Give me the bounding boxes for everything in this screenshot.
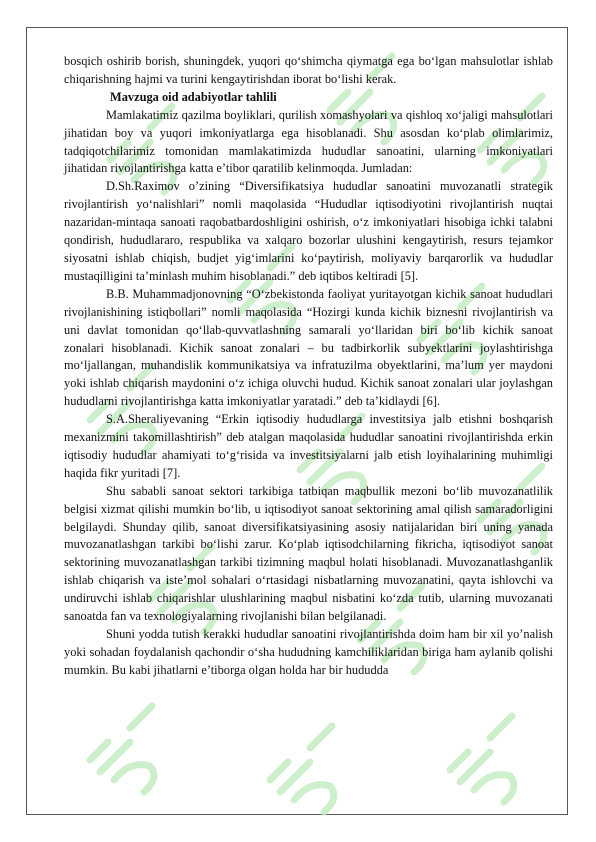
paragraph-1: Mamlakatimiz qazilma boyliklari, qurilish xomashyolari va qishloq xo‘jaligi mahsulotlari jihatidan boy va yuqori imkoniyatlarga ega hisoblanadi. Shu asosdan ko‘plab olimlarimiz, tadqiqotchilarimiz tomonidan mamlakatimizda hududlar sanoatini, ularning imkoniyatlari jihatidan rivojlantirishga katta e’tibor qaratilib kelinmoqda. Jumladan: <box>64 107 553 176</box>
paragraph-5: Shu sababli sanoat sektori tarkibiga tatbiqan maqbullik mezoni bo‘lib muvozanatlilik belgisi xizmat qilishi mumkin bo‘lib, u iqtisodiyot sanoat sektorining amal qilish samaradorligini belgilaydi. Shunday qilib, sanoat diversifikatsiyasining asosiy natijalaridan biri uning yanada muvozanatlashgan tarkibi bo‘lishi zarur. Ko‘plab iqtisodchilarning fikricha, iqtisodiyot sanoat sektorining muvozanatlashgan tarkibi tizimning maqbul holati hisoblanadi. Muvozanatlashganlik ishlab chiqarish va iste’mol sohalari o‘rtasidagi nisbatlarning muvozanatini, qayta ishlovchi va undiruvchi ishlab chiqarishlar ulushlarining maqbul nisbatini ko‘zda tutib, ularning muvozanati sanoatda fan va texnologiyalarning rivojlanishi bilan belgilanadi. <box>64 483 553 624</box>
paragraph-4: S.A.Sheraliyevaning “Erkin iqtisodiy hududlarga investitsiya jalb etishni boshqarish mexanizmini takomillashtirish” deb atalgan maqolasida hududlar sanoatini rivojlantirishda erkin iqtisodiy hududlar ahamiyati to‘g‘risida va investitsiyalarni jalb etish loyihalarining muhimligi haqida fikr yuritadi [7]. <box>64 412 553 480</box>
paragraph-3: B.B. Muhammadjonovning “O‘zbekistonda faoliyat yuritayotgan kichik sanoat hududlari rivojlanishining istiqbollari” nomli maqolasida “Hozirgi kunda kichik biznesni rivojlantirish va uni davlat tomonidan qo‘llab-quvvatlashning samarali yo‘llaridan biri bo‘lib kichik sanoat zonalari hisoblanadi. Kichik sanoat zonalari – bu tadbirkorlik subyektlarini joylashtirishga mo‘ljallangan, muhandislik kommunikatsiya va infratuzilma obyektlarini, ma’lum yer maydoni yoki ishlab chiqarish maydonini o‘z ichiga oluvchi hudud. Kichik sanoat zonalari ular joylashgan hududlarni rivojlantirishga katta imkoniyatlar yaratadi.” deb ta’kidlaydi [6]. <box>64 286 553 409</box>
section-heading: Mavzuga oid adabiyotlar tahlili <box>110 89 277 104</box>
paragraph-intro: bosqich oshirib borish, shuningdek, yuqori qo‘shimcha qiymatga ega bo‘lgan mahsulotlar ishlab chiqarishning hajmi va turini kengaytirishdan iborat bo‘lishi kerak. <box>64 54 553 86</box>
paragraph-2: D.Sh.Raximov o’zining “Diversifikatsiya hududlar sanoatini muvozanatli strategik rivojlantirish yo‘nalishlari” nomli maqolasida “Hududlar iqtisodiyotini rivojlantirish nuqtai nazaridan-mintaqa sanoati raqobatbardoshligini oshirish, o‘z imkoniyatlari hisobiga ichki talabni qondirish, hududlararo, respublika va xalqaro bozorlar ulushini kengaytirish, resurs tejamkor siyosatni ishlab chiqish, budjet yig‘imlarini ko‘paytirish, moliyaviy barqarorlik va hududlar mustaqilligini ta’minlash muhim hisoblanadi.” deb iqtibos keltiradi [5]. <box>64 179 553 283</box>
document-body <box>64 53 553 680</box>
paragraph-6: Shuni yodda tutish kerakki hududlar sanoatini rivojlantirishda doim ham bir xil yo’nalish yoki sohadan foydalanish qachondir o‘sha hududning kamchiliklaridan biriga ham aylanib qolishi mumkin. Bu kabi jihatlarni e’tiborga olgan holda har bir hududda <box>64 627 553 677</box>
